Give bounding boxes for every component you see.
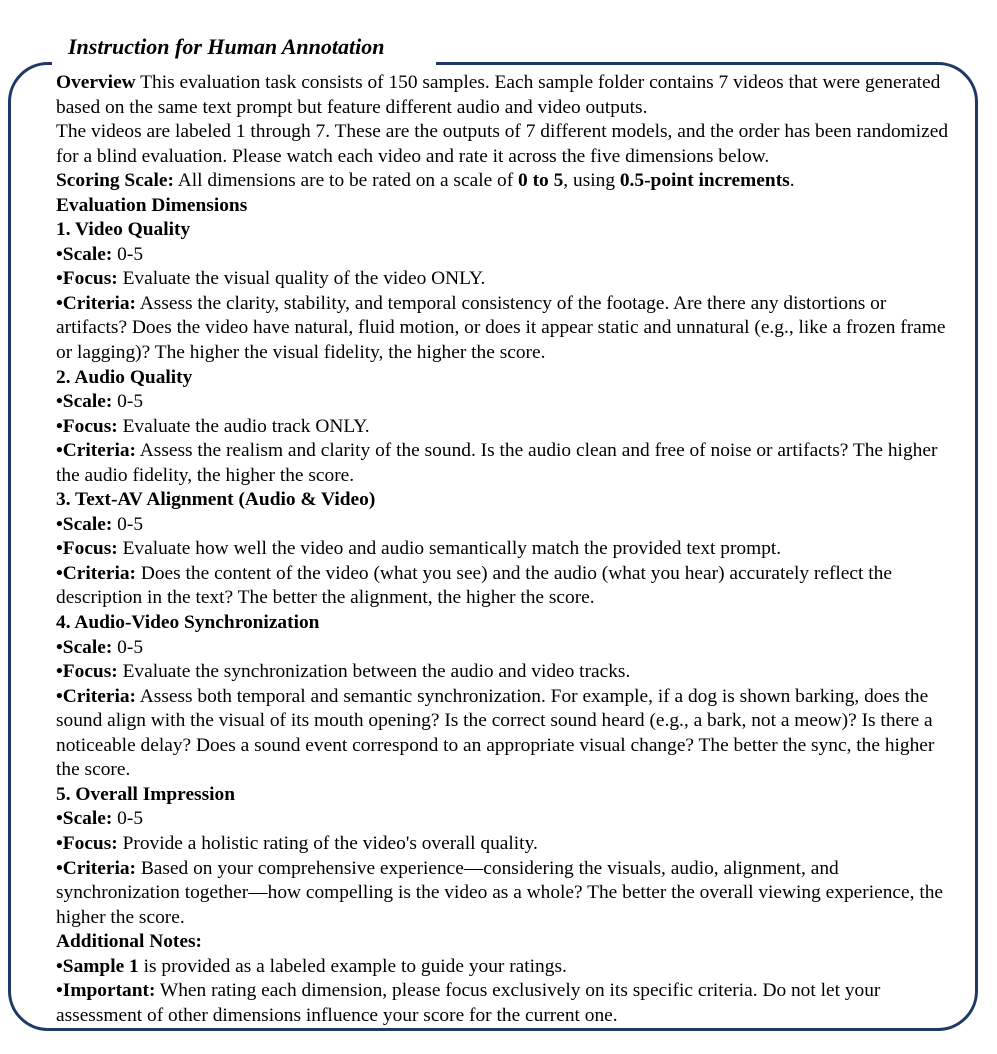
paragraph-text: . xyxy=(789,170,795,192)
paragraph-text: is provided as a labeled example to guide your ratings. xyxy=(138,955,567,977)
paragraph-bold-text: 0 to 5 xyxy=(518,170,564,192)
paragraph-bold-text: 1. Video Quality xyxy=(56,219,191,241)
paragraph-text: Provide a holistic rating of the video's overall quality. xyxy=(117,832,538,854)
paragraph-bold-text: •Focus: xyxy=(56,268,118,290)
paragraph-text: When rating each dimension, please focus exclusively on its specific criteria. Do not let your assessment of other dimensions influence your score for the current one. xyxy=(56,980,881,1026)
paragraph xyxy=(56,120,949,169)
paragraph xyxy=(56,857,949,931)
paragraph-text: 0-5 xyxy=(112,808,144,830)
paragraph xyxy=(56,807,949,832)
paragraph-bold-text: Additional Notes: xyxy=(56,931,202,953)
paragraph-bold-text: Overview xyxy=(56,72,136,93)
instruction-body xyxy=(56,71,949,1028)
page-title: Instruction for Human Annotation xyxy=(68,34,385,59)
paragraph-text: Evaluate the audio track ONLY. xyxy=(117,415,370,437)
paragraph xyxy=(56,366,949,391)
paragraph xyxy=(56,685,949,783)
paragraph-text: Evaluate how well the video and audio semantically match the provided text prompt. xyxy=(117,538,782,560)
paragraph-text: 0-5 xyxy=(112,243,144,265)
paragraph-text: Assess the realism and clarity of the sound. Is the audio clean and free of noise or artifacts? The higher the audio fidelity, the higher the score. xyxy=(56,440,938,486)
paragraph xyxy=(56,832,949,857)
paragraph-text: Based on your comprehensive experience—considering the visuals, audio, alignment, and synchronization together—how compelling is the video as a whole? The better the overall viewing experience, the higher the score. xyxy=(56,857,944,928)
paragraph-bold-text: •Focus: xyxy=(56,832,118,854)
paragraph xyxy=(56,955,949,980)
paragraph-text: 0-5 xyxy=(112,636,144,658)
paragraph-bold-text: •Criteria: xyxy=(56,292,136,314)
paragraph-bold-text: 5. Overall Impression xyxy=(56,783,236,805)
paragraph-bold-text: •Scale: xyxy=(56,513,113,535)
paragraph-bold-text: 2. Audio Quality xyxy=(56,366,193,388)
paragraph-text: Assess the clarity, stability, and temporal consistency of the footage. Are there any distortions or artifacts? Does the video have natural, fluid motion, or does it appear static and unnatural (e.g., like a frozen frame or lagging)? The higher the visual fidelity, the higher the score. xyxy=(56,292,946,364)
paragraph-bold-text: •Scale: xyxy=(56,243,113,265)
paragraph xyxy=(56,537,949,562)
paragraph xyxy=(56,71,949,120)
paragraph xyxy=(56,930,949,955)
paragraph-bold-text: 0.5-point increments xyxy=(619,170,790,192)
paragraph xyxy=(56,194,949,219)
paragraph xyxy=(56,439,949,488)
paragraph-bold-text: •Focus: xyxy=(56,661,118,683)
paragraph-text: This evaluation task consists of 150 samples. Each sample folder contains 7 videos that were generated based on the same text prompt but feature different audio and video outputs. xyxy=(56,72,941,118)
paragraph-text: , using xyxy=(563,170,620,192)
paragraph xyxy=(56,292,949,366)
paragraph-text: 0-5 xyxy=(112,513,144,535)
paragraph xyxy=(56,562,949,611)
paragraph-text: Evaluate the synchronization between the audio and video tracks. xyxy=(117,661,631,683)
paragraph-bold-text: Evaluation Dimensions xyxy=(56,194,248,216)
paragraph-bold-text: •Criteria: xyxy=(56,857,136,879)
paragraph xyxy=(56,611,949,636)
paragraph-bold-text: •Focus: xyxy=(56,415,118,437)
paragraph xyxy=(56,415,949,440)
paragraph xyxy=(56,660,949,685)
paragraph-bold-text: 3. Text-AV Alignment (Audio & Video) xyxy=(56,489,376,511)
paragraph xyxy=(56,488,949,513)
paragraph xyxy=(56,243,949,268)
paragraph-bold-text: •Scale: xyxy=(56,636,113,658)
paragraph-bold-text: •Scale: xyxy=(56,391,113,413)
paragraph-text: 0-5 xyxy=(112,391,144,413)
paragraph xyxy=(56,636,949,661)
paragraph xyxy=(56,783,949,808)
paragraph-bold-text: •Focus: xyxy=(56,538,118,560)
paragraph-text: All dimensions are to be rated on a scale of xyxy=(173,170,519,192)
paragraph-text: Assess both temporal and semantic synchronization. For example, if a dog is shown barking, does the sound align with the visual of its mouth opening? Is the correct sound heard (e.g., a bark, not a meow)? Is there a noticeable delay? Does a sound event correspond to an appropriate visual change? The better the sync, the higher the score. xyxy=(56,685,935,781)
paragraph xyxy=(56,169,949,194)
paragraph-bold-text: •Important: xyxy=(56,980,156,1002)
paragraph xyxy=(56,979,949,1028)
paragraph-bold-text: Scoring Scale: xyxy=(56,170,174,192)
paragraph xyxy=(56,513,949,538)
paragraph-text: The videos are labeled 1 through 7. These are the outputs of 7 different models, and the order has been randomized for a blind evaluation. Please watch each video and rate it across the five dimensions below. xyxy=(56,121,949,167)
paragraph xyxy=(56,218,949,243)
paragraph-text: Does the content of the video (what you see) and the audio (what you hear) accurately reflect the description in the text? The better the alignment, the higher the score. xyxy=(56,562,892,609)
paragraph-bold-text: 4. Audio-Video Synchronization xyxy=(56,612,320,634)
paragraph-bold-text: •Criteria: xyxy=(56,685,136,707)
paragraph xyxy=(56,390,949,415)
paragraph-bold-text: •Criteria: xyxy=(56,562,136,584)
paragraph-bold-text: •Sample 1 xyxy=(56,955,139,977)
paragraph-bold-text: •Scale: xyxy=(56,808,113,830)
paragraph-bold-text: •Criteria: xyxy=(56,440,136,462)
paragraph xyxy=(56,267,949,292)
paragraph-text: Evaluate the visual quality of the video ONLY. xyxy=(117,268,486,290)
